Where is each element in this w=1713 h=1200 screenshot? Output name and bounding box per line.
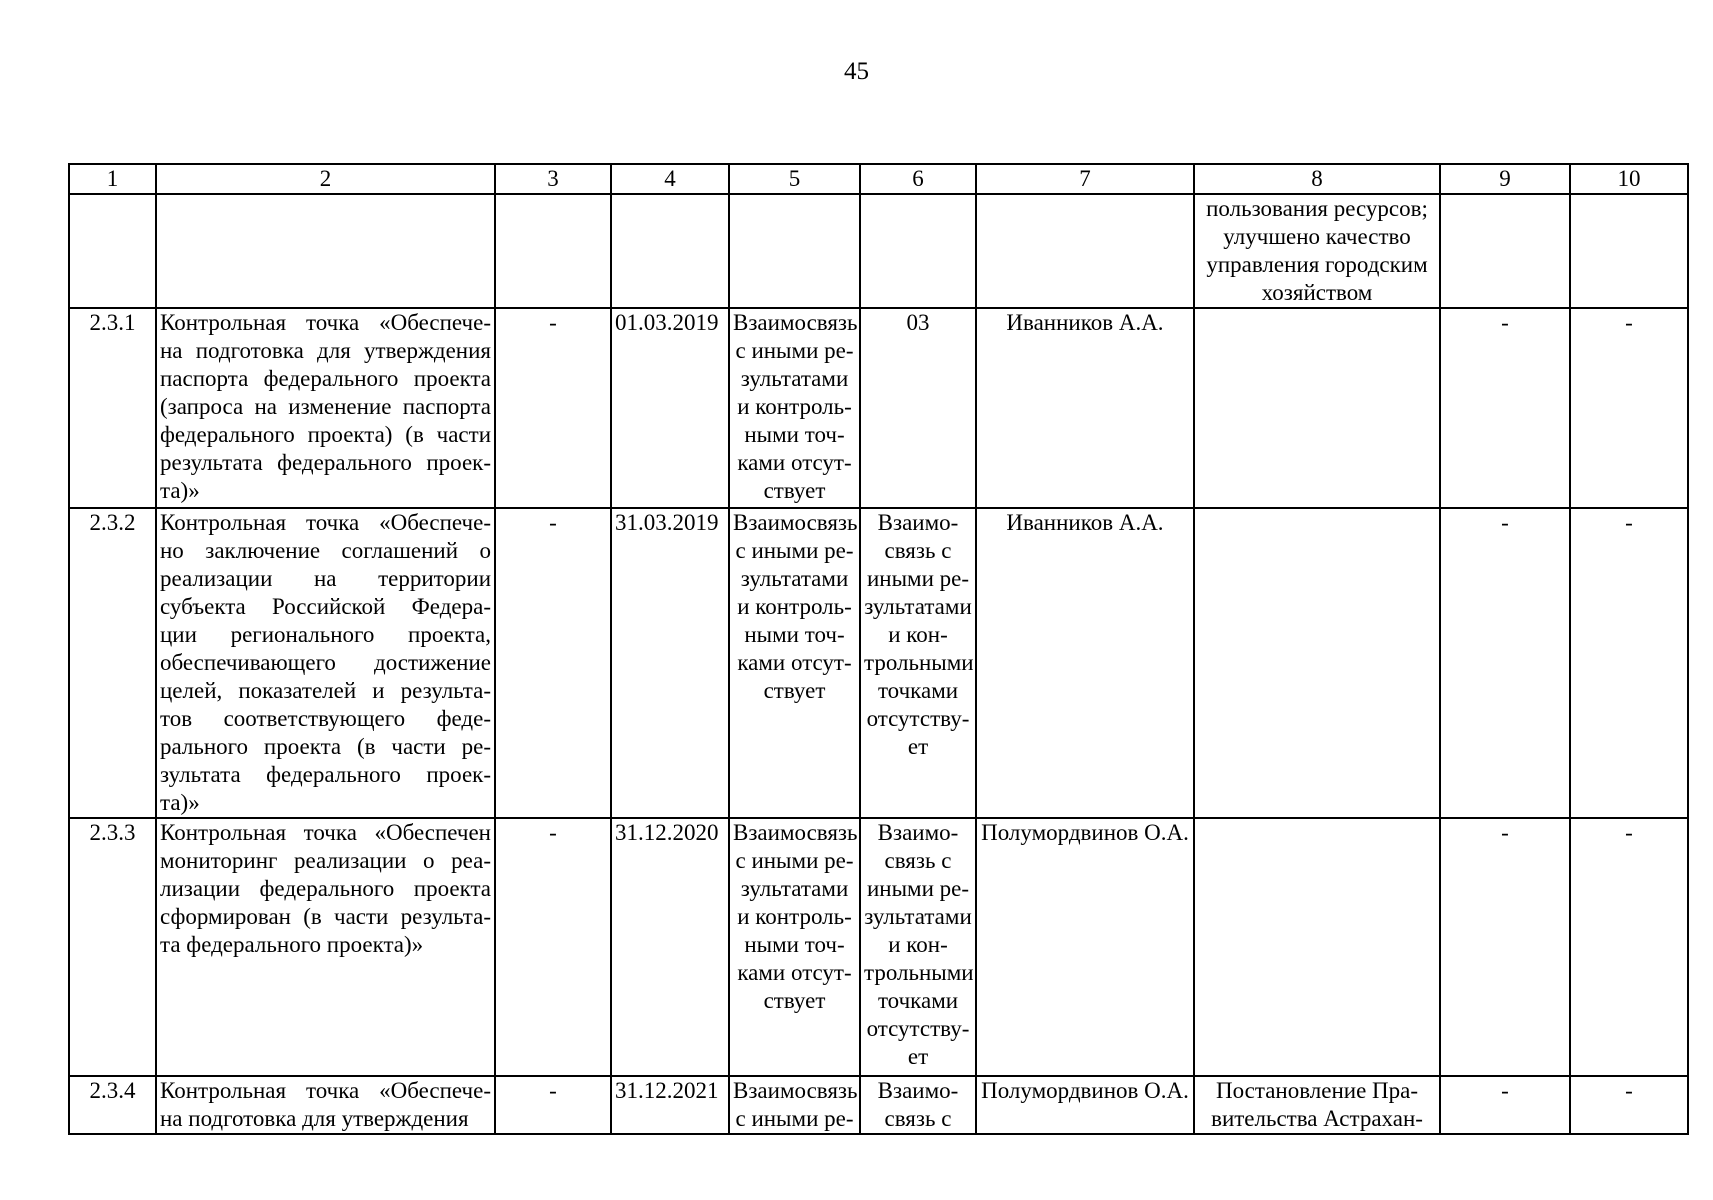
date-cell: [611, 818, 729, 1076]
cell-text-line: пользования ресурсов;: [1206, 196, 1428, 221]
cell-text-line: связь с: [884, 538, 952, 563]
cell-text-line: зультата федерального проек-: [160, 762, 491, 787]
cell-text-line: с иными ре-: [735, 1106, 854, 1131]
column-6-cell: [860, 508, 976, 818]
column-6-cell: [860, 1076, 976, 1134]
dash-mark: -: [1625, 510, 1633, 535]
relation-cell: [729, 508, 860, 818]
cell-text-line: отсутству-: [866, 706, 970, 731]
cell-text-line: Взаимосвязь: [733, 820, 858, 845]
cell-text-line: вительства Астрахан-: [1211, 1106, 1423, 1131]
description-cell: [156, 194, 495, 308]
dash-mark: -: [1501, 820, 1509, 845]
description-cell: [156, 1076, 495, 1134]
cell-text-line: Взаимо-: [877, 1078, 959, 1103]
table-row: [69, 1076, 1688, 1134]
document-cell: [1194, 508, 1440, 818]
table-row: [69, 194, 1688, 308]
cell-text-line: с иными ре-: [735, 338, 854, 363]
cell-text-line: ными точ-: [744, 932, 845, 957]
column-6-cell: [860, 194, 976, 308]
cell-text-line: Постановление Пра-: [1215, 1078, 1419, 1103]
cell-text-line: реализации на территории: [160, 566, 491, 591]
cell-text-line: ствует: [763, 988, 826, 1013]
column-9-cell: [1440, 308, 1570, 508]
cell-text-line: та)»: [160, 478, 200, 503]
date-cell: [611, 308, 729, 508]
document-table: [68, 163, 1689, 1135]
cell-text-line: сформирован (в части результа-: [160, 904, 491, 929]
dash-mark: -: [1501, 310, 1509, 335]
cell-text: 01.03.2019: [615, 310, 719, 335]
cell-text-line: и контроль-: [737, 594, 852, 619]
cell-text-line: и контроль-: [737, 394, 852, 419]
column-header: 3: [495, 164, 611, 194]
description-cell: [156, 308, 495, 508]
row-number-cell: [69, 308, 156, 508]
page-number: 45: [844, 58, 869, 85]
column-3-cell: [495, 194, 611, 308]
cell-text-line: зультатами: [864, 904, 972, 929]
dash-mark: -: [549, 510, 557, 535]
cell-text-line: Взаимо-: [877, 510, 959, 535]
document-cell: [1194, 194, 1440, 308]
date-cell: [611, 1076, 729, 1134]
cell-text-line: та)»: [160, 790, 200, 815]
column-header: 10: [1570, 164, 1688, 194]
cell-text-line: и кон-: [888, 932, 948, 957]
cell-text-line: результата федерального проек-: [160, 450, 491, 475]
cell-text-line: точками: [877, 988, 959, 1013]
dash-mark: -: [1625, 310, 1633, 335]
cell-text-line: лизации федерального проекта: [160, 876, 491, 901]
column-header: 8: [1194, 164, 1440, 194]
date-cell: [611, 194, 729, 308]
cell-text-line: точками: [877, 678, 959, 703]
cell-text-line: зультатами: [864, 594, 972, 619]
column-9-cell: [1440, 508, 1570, 818]
description-cell: [156, 508, 495, 818]
column-10-cell: [1570, 508, 1688, 818]
column-3-cell: [495, 1076, 611, 1134]
cell-text-line: ными точ-: [744, 622, 845, 647]
cell-text-line: Взаимосвязь: [733, 310, 858, 335]
cell-text-line: зультатами: [740, 366, 849, 391]
date-cell: [611, 508, 729, 818]
cell-text-line: ствует: [763, 678, 826, 703]
cell-text-line: ками отсут-: [737, 450, 852, 475]
cell-text: Полумордвинов О.А.: [981, 1078, 1189, 1103]
cell-text-line: 2.3.1: [89, 310, 136, 335]
cell-text: 31.03.2019: [615, 510, 719, 535]
cell-text-line: 03: [906, 310, 930, 335]
relation-cell: [729, 818, 860, 1076]
column-header: 5: [729, 164, 860, 194]
dash-mark: -: [549, 310, 557, 335]
cell-text-line: (запроса на изменение паспорта: [160, 394, 491, 419]
cell-text-line: зультатами: [740, 876, 849, 901]
cell-text-line: ет: [907, 734, 929, 759]
relation-cell: [729, 194, 860, 308]
cell-text-line: хозяйством: [1261, 280, 1373, 305]
responsible-cell: [976, 508, 1194, 818]
cell-text-line: обеспечивающего достижение: [160, 650, 491, 675]
cell-text-line: трольными: [864, 960, 974, 985]
cell-text-line: 2.3.2: [89, 510, 136, 535]
responsible-cell: [976, 308, 1194, 508]
cell-text-line: зультатами: [740, 566, 849, 591]
document-cell: [1194, 1076, 1440, 1134]
table-header-row: [69, 164, 1688, 194]
cell-text-line: улучшено качество: [1223, 224, 1411, 249]
column-header: 1: [69, 164, 156, 194]
cell-text-line: федерального проекта) (в части: [160, 422, 491, 447]
cell-text: 31.12.2020: [615, 820, 719, 845]
column-10-cell: [1570, 194, 1688, 308]
cell-text-line: на подготовка для утверждения: [160, 1106, 469, 1131]
dash-mark: -: [1501, 510, 1509, 535]
row-number-cell: [69, 818, 156, 1076]
responsible-cell: [976, 818, 1194, 1076]
cell-text-line: Контрольная точка «Обеспече-: [160, 1078, 491, 1103]
cell-text-line: 2.3.4: [89, 1078, 136, 1103]
cell-text-line: Контрольная точка «Обеспечен: [160, 820, 491, 845]
cell-text-line: паспорта федерального проекта: [160, 366, 491, 391]
cell-text-line: на подготовка для утверждения: [160, 338, 491, 363]
responsible-cell: [976, 194, 1194, 308]
column-9-cell: [1440, 818, 1570, 1076]
cell-text-line: Контрольная точка «Обеспече-: [160, 510, 491, 535]
responsible-cell: [976, 1076, 1194, 1134]
table-row: [69, 508, 1688, 818]
cell-text-line: связь с: [884, 1106, 952, 1131]
cell-text-line: с иными ре-: [735, 538, 854, 563]
dash-mark: -: [1625, 820, 1633, 845]
cell-text-line: ными точ-: [744, 422, 845, 447]
cell-text-line: мониторинг реализации о реа-: [160, 848, 491, 873]
column-6-cell: [860, 308, 976, 508]
column-9-cell: [1440, 1076, 1570, 1134]
table-row: [69, 308, 1688, 508]
cell-text-line: тов соответствующего феде-: [160, 706, 491, 731]
cell-text: 31.12.2021: [615, 1078, 719, 1103]
column-10-cell: [1570, 818, 1688, 1076]
cell-text-line: ции регионального проекта,: [160, 622, 491, 647]
row-number-cell: [69, 508, 156, 818]
cell-text: Полумордвинов О.А.: [981, 820, 1189, 845]
row-number-cell: [69, 1076, 156, 1134]
column-10-cell: [1570, 1076, 1688, 1134]
cell-text: Иванников А.А.: [1006, 310, 1164, 335]
cell-text-line: субъекта Российской Федера-: [160, 594, 491, 619]
document-cell: [1194, 308, 1440, 508]
cell-text-line: с иными ре-: [735, 848, 854, 873]
column-header: 4: [611, 164, 729, 194]
cell-text-line: управления городским: [1206, 252, 1428, 277]
column-header: 7: [976, 164, 1194, 194]
cell-text-line: связь с: [884, 848, 952, 873]
relation-cell: [729, 308, 860, 508]
cell-text-line: трольными: [864, 650, 974, 675]
table-row: [69, 818, 1688, 1076]
cell-text-line: Взаимосвязь: [733, 510, 858, 535]
cell-text-line: Контрольная точка «Обеспече-: [160, 310, 491, 335]
cell-text-line: ками отсут-: [737, 650, 852, 675]
cell-text-line: Взаимо-: [877, 820, 959, 845]
cell-text-line: ствует: [763, 478, 826, 503]
cell-text-line: отсутству-: [866, 1016, 970, 1041]
cell-text-line: ками отсут-: [737, 960, 852, 985]
cell-text: Иванников А.А.: [1006, 510, 1164, 535]
column-9-cell: [1440, 194, 1570, 308]
column-3-cell: [495, 508, 611, 818]
relation-cell: [729, 1076, 860, 1134]
cell-text-line: но заключение соглашений о: [160, 538, 491, 563]
row-number-cell: [69, 194, 156, 308]
cell-text-line: иными ре-: [866, 566, 970, 591]
cell-text-line: 2.3.3: [89, 820, 136, 845]
column-3-cell: [495, 308, 611, 508]
cell-text-line: иными ре-: [866, 876, 970, 901]
column-header: 2: [156, 164, 495, 194]
cell-text-line: и кон-: [888, 622, 948, 647]
cell-text-line: рального проекта (в части ре-: [160, 734, 491, 759]
column-10-cell: [1570, 308, 1688, 508]
column-header: 6: [860, 164, 976, 194]
dash-mark: -: [1501, 1078, 1509, 1103]
dash-mark: -: [549, 1078, 557, 1103]
dash-mark: -: [1625, 1078, 1633, 1103]
column-header: 9: [1440, 164, 1570, 194]
dash-mark: -: [549, 820, 557, 845]
description-cell: [156, 818, 495, 1076]
column-3-cell: [495, 818, 611, 1076]
document-cell: [1194, 818, 1440, 1076]
cell-text-line: целей, показателей и результа-: [160, 678, 491, 703]
cell-text-line: та федерального проекта)»: [160, 932, 424, 957]
cell-text-line: и контроль-: [737, 904, 852, 929]
cell-text-line: ет: [907, 1044, 929, 1069]
column-6-cell: [860, 818, 976, 1076]
cell-text-line: Взаимосвязь: [733, 1078, 858, 1103]
